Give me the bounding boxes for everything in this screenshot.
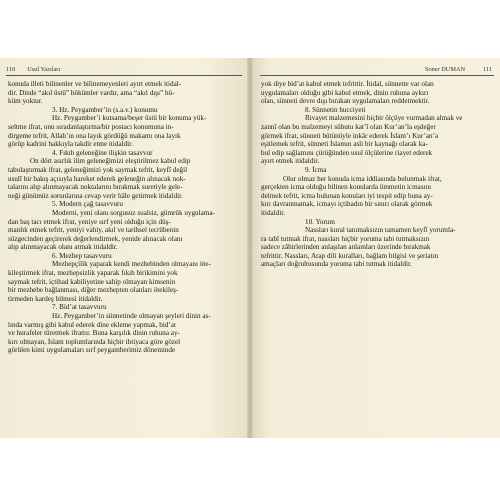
text-line: Hz. Peygamber’in sünnetinde olmayan şeyleri dinin as-	[52, 312, 211, 321]
text-line: tirmeden kardeş bilmesi itidaldir.	[8, 294, 103, 303]
right-header-rule	[260, 75, 494, 76]
text-line: konuda illeti bilinenler ve bilinemeyenleri ayırt etmek itidal-	[8, 80, 182, 88]
text-line: neği günümüz sorunlarına cevap verir hâle getirmek itidaldir.	[8, 191, 183, 200]
text-line: usulî bir bakış açısıyla hareket ederek geleneğin alınacak nok-	[8, 174, 186, 183]
text-line: On dört asırlık ilim geleneğimizi eleştirilmez kabul edip	[30, 157, 191, 166]
text-line: kırı davranmamak, icmayı içtihadın bir sınırı olarak görmek	[261, 200, 433, 209]
text-line: lında varmış gibi kabul ederek dine ekleme yapmak, bid’at	[8, 320, 176, 329]
text-line: delmek tefrit, icma bulunan konuları iyi tespit edip buna ay-	[261, 191, 433, 200]
text-line: ayırt etmek itidaldir.	[261, 157, 320, 166]
text-line: ve hurafeler türetmek ifrattır. Buna karşılık dinin ruhuna ay-	[8, 329, 180, 338]
text-line: zannî olan bu malzemeyi sübutu kat’î olan Kur’an’la eşdeğer	[261, 122, 436, 131]
left-page-number: 110	[6, 66, 16, 73]
left-running-header	[6, 66, 60, 73]
text-line: 6. Mezhep tasavvuru	[52, 251, 112, 260]
text-line: dirgeme tefrit, Allah’ın ona layık gördüğü makamı ona layık	[8, 131, 181, 140]
left-page	[0, 58, 250, 438]
text-line: 10. Yorum	[305, 217, 335, 226]
text-line: Nassları kural tanımaksızın tamamen keyfî yorumla-	[305, 226, 456, 235]
text-line: 4. Fıkıh geleneğine ilişkin tasavvur	[52, 148, 153, 157]
text-line: kileştirmek ifrat, mezhepsizlik yaparak fıkıh birikimini yok	[8, 269, 178, 278]
open-book	[0, 58, 500, 438]
text-line: talarını alıp alınmayacak noktalarını bırakmak suretiyle gele-	[8, 183, 183, 192]
text-line: eşitlemek tefrit, sünneti İslamın asli bir kaynağı olarak ka-	[261, 140, 428, 149]
text-line: tefrittir. Nassları, Arap dili kuralları, bağlam bilgisi ve şeriatın	[261, 251, 439, 260]
text-line: 8. Sünnetin hucciyeti	[305, 105, 366, 114]
text-line: 7. Bid’at tasavvuru	[52, 303, 107, 312]
text-line: görülen kimi uygulamaları sırf peygamberimiz döneminde	[8, 346, 176, 355]
text-line: gerçekten icma olduğu bilinen konularda ümmetin icmasını	[261, 183, 432, 192]
text-line: 5. Modern çağ tasavvuru	[52, 200, 123, 209]
right-page-number: 111	[483, 66, 492, 73]
right-page-text	[261, 80, 489, 269]
text-line: bir mezhebe bağlanması, diğer mezhepten olanları ötekileş-	[8, 286, 179, 295]
text-line: kırı olmayan, İslam toplumlarında hiçbir ihtiyaca göre gözel	[8, 337, 181, 346]
text-line: alıp alınmayacak olanı atmak itidaldir.	[8, 243, 118, 252]
text-line: yok diye bid’at kabul etmek tefrittir. İtidal, sünnette var olan	[261, 80, 434, 88]
text-line: Mezhepçilik yaparak kendi mezhebinden olmayanı öte-	[52, 260, 211, 269]
text-line: ra tabî tutmak ifrat, nassları hiçbir yoruma tabi tutmaksızın	[261, 234, 430, 243]
text-line: bul edip sağlamını çürüğünden usul ölçülerine riayet ederek	[261, 148, 433, 157]
text-line: itidaldir.	[261, 208, 285, 217]
left-page-text	[8, 80, 236, 355]
text-line: tabulaştırmak ifrat, geleneğimizi yok saymak tefrit, keyfî değil	[8, 165, 188, 174]
text-line: görmek ifrat, sünneti bütünüyle inkâr ederek İslam’ı Kur’an’a	[261, 131, 439, 140]
text-line: sadece zâhirlerinden anlaşılan anlamları üzerinde bırakmak	[261, 243, 431, 252]
text-line: küm yoktur.	[8, 97, 43, 106]
text-line: Olur olmaz her konuda icma iddiasında bulunmak ifrat,	[283, 174, 442, 183]
right-page	[250, 58, 500, 438]
text-line: Rivayet malzemesini hiçbir ölçüye vurmadan almak ve	[305, 114, 463, 123]
text-line: manlık etmek tefrit, yeniyi vahiy, akıl ve tarihsel tecrübenin	[8, 226, 179, 235]
left-header-rule	[6, 75, 242, 76]
right-running-title: Soner DUMAN	[424, 66, 466, 73]
right-running-header	[425, 66, 492, 73]
text-line: amaçları doğrultusunda yoruma tabi tutmak itidaldir.	[261, 260, 412, 269]
text-line: dan baş tacı etmek ifrat, yeniye sırf yeni olduğu için düş-	[8, 217, 171, 226]
text-line: uygulamaları olduğu gibi kabul etmek, dinin ruhuna aykırı	[261, 88, 429, 97]
text-line: süzgecinden geçirerek değerlendirmek, yenide alınacak olanı	[8, 234, 183, 243]
text-line: 9. İcma	[305, 165, 327, 174]
book-gutter	[247, 58, 253, 438]
text-line: seltme ifrat, onu sıradanlaştırma/bir postacı konumuna in-	[8, 122, 174, 131]
text-line: saymak tefrit, içtihad kabiliyetine sahip olmayan kimsenin	[8, 277, 176, 286]
left-running-title: Usul Yazıları	[27, 66, 61, 73]
text-line: olan, sünneti devre dışı bırakan uygulamaları reddetmektir.	[261, 97, 430, 106]
text-line: Hz. Peygamber’i kutsama/beşer üstü bir konuma yük-	[52, 114, 207, 123]
text-line: dir. Dinde “akıl üstü” hükümler vardır, ama “akıl dışı” hü-	[8, 88, 175, 97]
text-line: Moderni, yeni olanı sorgusuz sualsiz, gümrük uygulama-	[52, 208, 215, 217]
text-line: 3. Hz. Peygamber’in (s.a.v.) konumu	[52, 105, 158, 114]
text-line: görüp kadrini hakkıyla takdir etme itidaldir.	[8, 140, 133, 149]
